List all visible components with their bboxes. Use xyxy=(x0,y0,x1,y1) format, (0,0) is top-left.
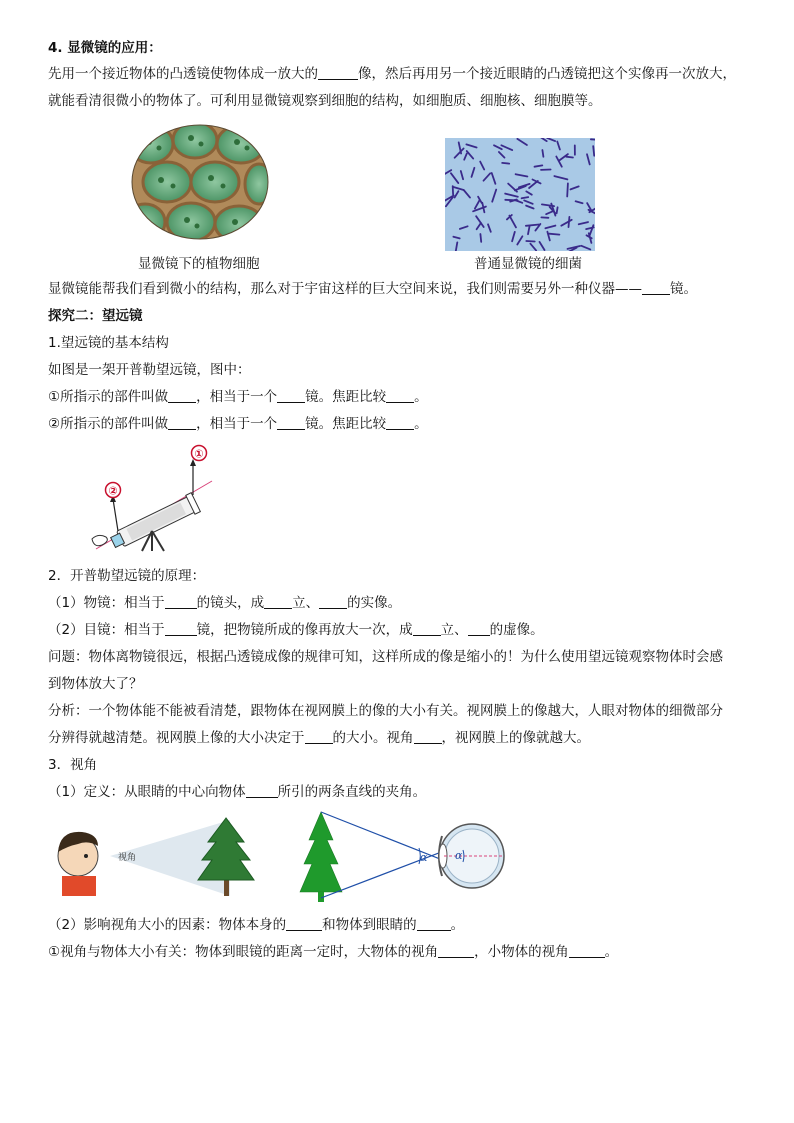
analysis-line: 分析：一个物体能不能被看清楚，跟物体在视网膜上的像的大小有关。视网膜上的像越大，人眼对物体的细微部分 xyxy=(48,703,723,719)
analysis-line xyxy=(48,728,590,748)
bacterium xyxy=(505,200,517,201)
question-1 xyxy=(48,387,428,407)
text: 先用一个接近物体的凸透镜使物体成一放大的 xyxy=(48,66,318,82)
blank[interactable] xyxy=(468,621,490,636)
telescope-figure xyxy=(86,441,218,553)
bacterium xyxy=(480,234,481,242)
text: ①所指示的部件叫做 xyxy=(48,389,169,405)
bacterium xyxy=(535,165,543,166)
bacterium xyxy=(566,157,573,158)
blank[interactable] xyxy=(286,916,322,931)
text: 镜，把物镜所成的像再放大一次，成 xyxy=(196,622,413,638)
blank[interactable] xyxy=(246,783,278,798)
text: 分辨得就越清楚。视网膜上像的大小决定于 xyxy=(48,730,305,746)
factors-line xyxy=(48,915,464,935)
blank[interactable] xyxy=(277,388,305,403)
bacterium xyxy=(526,241,534,242)
bacterium xyxy=(557,207,558,213)
text: ，视网膜上的像就越大。 xyxy=(441,730,590,746)
bacteria-caption: 普通显微镜的细菌 xyxy=(474,256,582,272)
blank[interactable] xyxy=(277,415,305,430)
blank[interactable] xyxy=(165,621,197,636)
text: 立、 xyxy=(440,622,468,638)
text: 像，然后再用另一个接近眼睛的凸透镜把这个实像再一次放大， xyxy=(358,66,736,82)
text: 的实像。 xyxy=(347,595,402,611)
text: 。 xyxy=(604,944,619,960)
alpha-label-left: α xyxy=(420,851,428,864)
plant-cell-caption: 显微镜下的植物细胞 xyxy=(138,256,260,272)
question-2 xyxy=(48,414,428,434)
paragraph-line xyxy=(48,279,697,299)
question-line: 问题：物体离物镜很远，根据凸透镜成像的规律可知，这样所成的像是缩小的！为什么使用望远镜观察物体时会感 xyxy=(48,649,723,665)
paragraph-line: 就能看清很微小的物体了。可利用显微镜观察到细胞的结构，如细胞质、细胞核、细胞膜等。 xyxy=(48,93,602,109)
bacterium xyxy=(522,197,529,198)
explore-2-heading: 探究二：望远镜 xyxy=(48,308,143,324)
objective-line xyxy=(48,593,401,613)
blank[interactable] xyxy=(386,388,414,403)
text: 和物体到眼睛的 xyxy=(322,917,417,933)
bacteria-image xyxy=(445,138,595,251)
bacterium xyxy=(593,146,594,156)
blank[interactable] xyxy=(318,65,358,80)
text: ，相当于一个 xyxy=(196,416,278,432)
alpha-label-right: α xyxy=(455,849,463,862)
bacterium xyxy=(567,183,568,196)
blank[interactable] xyxy=(642,280,670,295)
view-angle-label: 视角 xyxy=(118,853,137,863)
sub-heading: 1.望远镜的基本结构 xyxy=(48,335,169,351)
text: 镜。焦距比较 xyxy=(305,416,387,432)
blank[interactable] xyxy=(417,916,451,931)
text: 镜。 xyxy=(670,281,697,297)
relation-line xyxy=(48,942,618,962)
blank[interactable] xyxy=(168,415,196,430)
blank[interactable] xyxy=(438,943,474,958)
text: 的虚像。 xyxy=(489,622,544,638)
telescope-label-2: ② xyxy=(108,484,118,498)
eyepiece-line xyxy=(48,620,544,640)
paragraph-line xyxy=(48,64,736,84)
principle-heading: 2．开普勒望远镜的原理： xyxy=(48,568,206,584)
text: 的大小。视角 xyxy=(332,730,414,746)
view-angle-eye-diagram xyxy=(296,806,522,906)
text: 。 xyxy=(414,416,428,432)
text: 镜。焦距比较 xyxy=(305,389,387,405)
text: 的镜头，成 xyxy=(196,595,265,611)
text: （1）物镜：相当于 xyxy=(48,595,165,611)
text: 所引的两条直线的夹角。 xyxy=(277,784,427,800)
text: （2）影响视角大小的因素：物体本身的 xyxy=(48,917,287,933)
bacterium xyxy=(549,234,559,235)
view-angle-heading: 3．视角 xyxy=(48,757,98,773)
text: 立、 xyxy=(292,595,320,611)
blank[interactable] xyxy=(569,943,605,958)
bacterium xyxy=(591,139,595,140)
bacterium xyxy=(542,150,543,157)
blank[interactable] xyxy=(305,729,333,744)
text: （2）目镜：相当于 xyxy=(48,622,165,638)
blank[interactable] xyxy=(264,594,292,609)
blank[interactable] xyxy=(386,415,414,430)
blank[interactable] xyxy=(414,729,442,744)
text: 。 xyxy=(450,917,465,933)
blank[interactable] xyxy=(165,594,197,609)
text: 。 xyxy=(414,389,428,405)
section-4-heading: 4. 显微镜的应用： xyxy=(48,40,162,56)
text: ②所指示的部件叫做 xyxy=(48,416,169,432)
blank[interactable] xyxy=(413,621,441,636)
bacterium xyxy=(502,163,509,164)
text: 显微镜能帮我们看到微小的结构，那么对于宇宙这样的巨大空间来说，我们则需要另外一种仪器—— xyxy=(48,281,642,297)
blank[interactable] xyxy=(319,594,347,609)
text: ，小物体的视角 xyxy=(474,944,569,960)
telescope-label-1: ① xyxy=(194,447,204,461)
plant-cell-image xyxy=(131,124,269,240)
view-angle-boy-figure xyxy=(52,812,258,900)
text: （1）定义：从眼睛的中心向物体 xyxy=(48,784,246,800)
text: ，相当于一个 xyxy=(196,389,278,405)
text: ①视角与物体大小有关：物体到眼镜的距离一定时，大物体的视角 xyxy=(48,944,439,960)
blank[interactable] xyxy=(168,388,196,403)
paragraph-line: 如图是一架开普勒望远镜，图中： xyxy=(48,362,251,378)
question-line: 到物体放大了？ xyxy=(48,676,143,692)
definition-line xyxy=(48,782,426,802)
